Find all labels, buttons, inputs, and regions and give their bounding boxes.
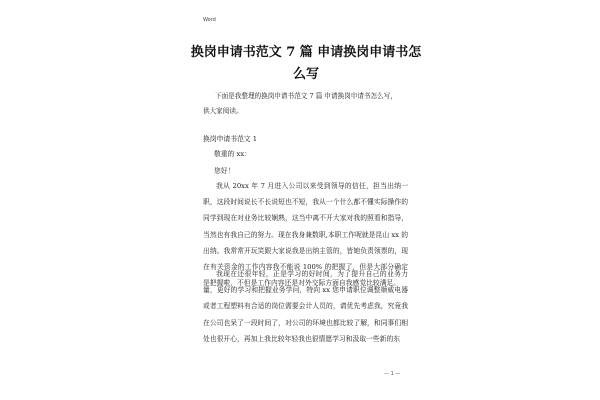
page-number: — 1 — [384, 371, 401, 377]
body-paragraph: 我从 20xx 年 7 月进入公司以来受到领导的信任，担当出纳一职，这段时间说长不长说短也不短，我从一个什么都不懂实际操作的同学到现在对业务比较娴熟，这当中离不开大家对我的照看和指导，当然也有我自己的努力。现在我身兼数职,本职工作呢就是昆山 xx 的出纳。我常常开玩笑跟大家说我是出纳主管的，皆她负责领票的，现在有关资金的工作内容我不能说 100% 的把握了，但是大部分确定是把握啦，不但是工作内容还是对外交际方面自我感觉比较满足。 [203, 182, 408, 288]
section-heading: 换岗申请书范文 1 [203, 135, 258, 143]
greeting: 您好！ [214, 167, 235, 175]
intro-paragraph: 下面是我整理的换岗申请书范文 7 篇 申请换岗申请书怎么写，供大家阅读。 [203, 92, 397, 115]
header-label: Word [203, 17, 216, 23]
salutation: 敬重的 xx： [214, 150, 252, 158]
body-paragraph: 我现在还很年轻，正是学习的好时间，为了提升自己的业务力量，更好的学习和把握业务学问，特向 xx 您申请职位调整顺威电器或者工程塑料有合适的岗位需要会计人员的，请优先考虑我，究竟我在公司也呆了一段时间了，对公司的环境也都比较了解，和同事们相处也很开心，再加上我比较年轻我也很情愿学习和汲取一些新的东 [203, 270, 408, 343]
document-title: 换岗申请书范文 7 篇 申请换岗申请书怎么写 [190, 45, 422, 82]
